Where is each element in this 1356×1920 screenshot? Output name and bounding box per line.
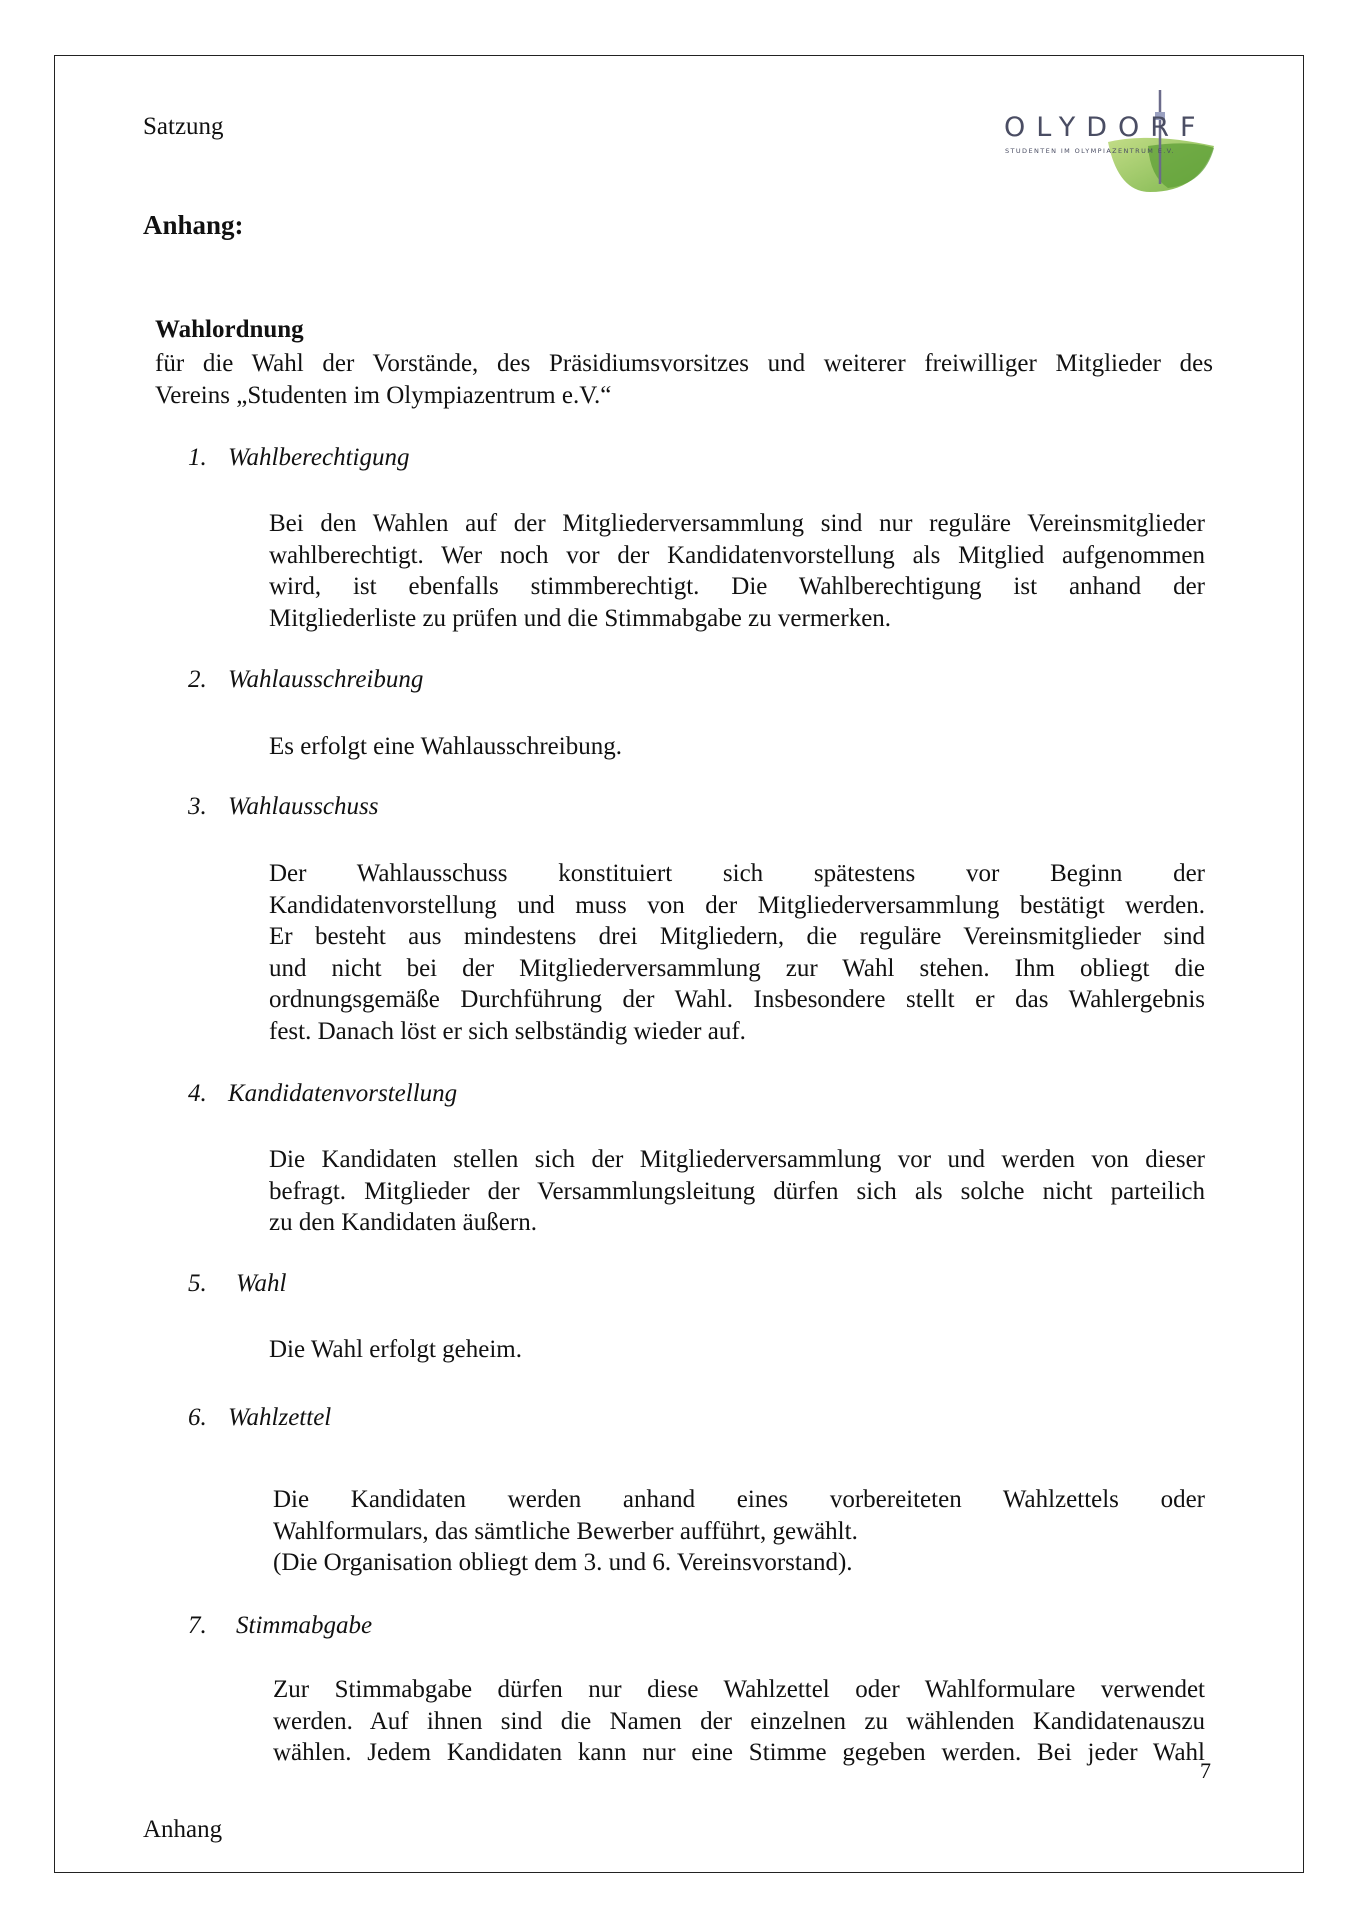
- paragraph-line: wahlberechtigt. Wer noch vor der Kandidatenvorstellung als Mitglied aufgenommen: [269, 541, 1205, 569]
- paragraph-line: zu den Kandidaten äußern.: [269, 1209, 537, 1236]
- paragraph-line: fest. Danach löst er sich selbständig wieder auf.: [269, 1017, 746, 1045]
- intro-line: für die Wahl der Vorstände, des Präsidiumsvorsitzes und weiterer freiwilliger Mitglieder des: [155, 350, 1213, 377]
- section-paragraph: [269, 1334, 1205, 1366]
- paragraph-line: Der Wahlausschuss konstituiert sich spätestens vor Beginn der: [269, 860, 1205, 887]
- document-intro: [155, 348, 1213, 412]
- section-title-text: Wahlberechtigung: [228, 444, 410, 471]
- footer-label: Anhang: [143, 1816, 223, 1843]
- section-title-text: Wahlausschreibung: [228, 666, 424, 693]
- paragraph-line: Kandidatenvorstellung und muss von der Mitgliederversammlung bestätigt werden.: [269, 891, 1205, 919]
- paragraph-line: Die Kandidaten werden anhand eines vorbereiteten Wahlzettels oder: [273, 1486, 1205, 1513]
- paragraph-line: (Die Organisation obliegt dem 3. und 6. Vereinsvorstand).: [273, 1549, 853, 1576]
- section-paragraph: [273, 1484, 1205, 1579]
- section-number: 3.: [188, 793, 207, 820]
- paragraph-line: Mitgliederliste zu prüfen und die Stimmabgabe zu vermerken.: [269, 604, 892, 632]
- anhang-title: Anhang:: [143, 210, 244, 240]
- section-title-text: Stimmabgabe: [236, 1612, 373, 1639]
- section-number: 1.: [188, 444, 207, 471]
- paragraph-line: Bei den Wahlen auf der Mitgliederversammlung sind nur reguläre Vereinsmitglieder: [269, 510, 1205, 537]
- section-title-text: Kandidatenvorstellung: [228, 1080, 458, 1107]
- logo-wordmark: OLYDORF: [1004, 112, 1207, 143]
- paragraph-line: und nicht bei der Mitgliederversammlung zur Wahl stehen. Ihm obliegt die: [269, 954, 1205, 982]
- section-number: 2.: [188, 666, 207, 693]
- intro-line: Vereins „Studenten im Olympiazentrum e.V.“: [155, 382, 612, 409]
- section-title: [188, 666, 423, 694]
- section-paragraph: [269, 1144, 1205, 1239]
- header-label: Satzung: [143, 113, 224, 140]
- section-number: 5.: [188, 1270, 207, 1297]
- paragraph-line: Er besteht aus mindestens drei Mitgliedern, die reguläre Vereinsmitglieder sind: [269, 923, 1205, 950]
- section-title-text: Wahlzettel: [228, 1404, 332, 1431]
- section-paragraph: [269, 858, 1205, 1047]
- paragraph-line: Es erfolgt eine Wahlausschreibung.: [269, 733, 622, 760]
- paragraph-line: Die Wahl erfolgt geheim.: [269, 1336, 523, 1363]
- section-paragraph: [269, 731, 1205, 763]
- section-number: 4.: [188, 1080, 207, 1107]
- section-title: [188, 1612, 372, 1640]
- paragraph-line: Die Kandidaten stellen sich der Mitgliederversammlung vor und werden von dieser: [269, 1146, 1205, 1173]
- section-title: [188, 793, 379, 821]
- section-title: [188, 1080, 457, 1108]
- paragraph-line: werden. Auf ihnen sind die Namen der einzelnen zu wählenden Kandidatenauszu: [273, 1707, 1205, 1735]
- section-number: 6.: [188, 1404, 207, 1431]
- paragraph-line: ordnungsgemäße Durchführung der Wahl. Insbesondere stellt er das Wahlergebnis: [269, 986, 1205, 1013]
- logo-subtitle: STUDENTEN IM OLYMPIAZENTRUM E.V.: [1005, 147, 1176, 155]
- document-title: Wahlordnung: [155, 316, 304, 343]
- section-title: [188, 1270, 286, 1298]
- olydorf-logo: [1000, 84, 1224, 194]
- paragraph-line: befragt. Mitglieder der Versammlungsleitung dürfen sich als solche nicht parteilich: [269, 1177, 1205, 1205]
- paragraph-line: wählen. Jedem Kandidaten kann nur eine Stimme gegeben werden. Bei jeder Wahl: [273, 1739, 1205, 1766]
- section-paragraph: [273, 1674, 1205, 1769]
- page-number: 7: [1200, 1758, 1211, 1783]
- section-title: [188, 1404, 331, 1432]
- section-paragraph: [269, 508, 1205, 634]
- paragraph-line: wird, ist ebenfalls stimmberechtigt. Die Wahlberechtigung ist anhand der: [269, 573, 1205, 600]
- paragraph-line: Zur Stimmabgabe dürfen nur diese Wahlzettel oder Wahlformulare verwendet: [273, 1676, 1205, 1703]
- section-title-text: Wahl: [236, 1270, 287, 1297]
- paragraph-line: Wahlformulars, das sämtliche Bewerber aufführt, gewählt.: [273, 1517, 858, 1545]
- section-title: [188, 444, 409, 472]
- section-title-text: Wahlausschuss: [228, 793, 379, 820]
- logo-graphic: [1000, 84, 1224, 194]
- section-number: 7.: [188, 1612, 207, 1639]
